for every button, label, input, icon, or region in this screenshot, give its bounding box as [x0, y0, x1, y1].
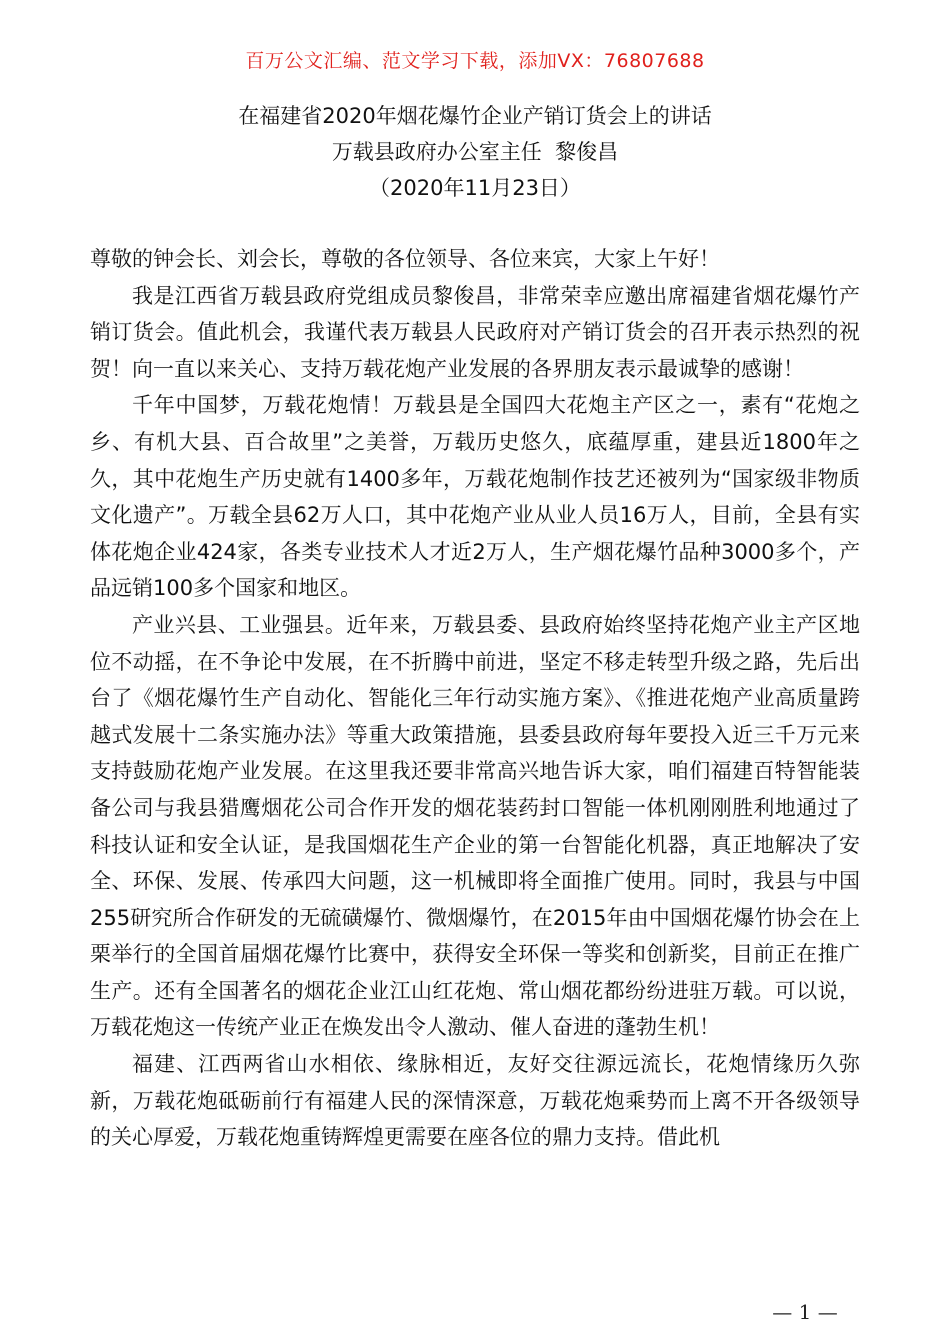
paragraph-cooperation: 福建、江西两省山水相依、缘脉相近，友好交往源远流长，花炮情缘历久弥新，万载花炮砥砺前行有福建人民的深情深意，万载花炮乘势而上离不开各级领导的关心厚爱，万载花炮重铸辉煌更需要在座各位的鼎力支持。借此机	[90, 1052, 860, 1150]
greeting-paragraph: 尊敬的钟会长、刘会长，尊敬的各位领导、各位来宾，大家上午好！	[90, 247, 720, 271]
speech-title: 在福建省2020年烟花爆竹企业产销订货会上的讲话	[238, 104, 712, 128]
document-body	[90, 241, 860, 1156]
document-header	[0, 98, 950, 206]
paragraph-history: 千年中国梦，万载花炮情！万载县是全国四大花炮主产区之一，素有“花炮之乡、有机大县、百合故里”之美誉，万载历史悠久，底蕴厚重，建县近1800年之久，其中花炮生产历史就有1400多年，万载花炮制作技艺还被列为“国家级非物质文化遗产”。万载全县62万人口，其中花炮产业从业人员16万人，目前，全县有实体花炮企业424家，各类专业技术人才近2万人，生产烟花爆竹品种3000多个，产品远销100多个国家和地区。	[90, 393, 860, 601]
speech-date: （2020年11月23日）	[369, 176, 581, 200]
paragraph-introduction: 我是江西省万载县政府党组成员黎俊昌，非常荣幸应邀出席福建省烟花爆竹产销订货会。值此机会，我谨代表万载县人民政府对产销订货会的召开表示热烈的祝贺！向一直以来关心、支持万载花炮产业发展的各界朋友表示最诚挚的感谢！	[90, 283, 860, 381]
page-number: — 1 —	[772, 1300, 838, 1324]
paragraph-industry: 产业兴县、工业强县。近年来，万载县委、县政府始终坚持花炮产业主产区地位不动摇，在不争论中发展，在不折腾中前进，坚定不移走转型升级之路，先后出台了《烟花爆竹生产自动化、智能化三年行动实施方案》、《推进花炮产业高质量跨越式发展十二条实施办法》等重大政策措施，县委县政府每年要投入近三千万元来支持鼓励花炮产业发展。在这里我还要非常高兴地告诉大家，咱们福建百特智能装备公司与我县猎鹰烟花公司合作开发的烟花装药封口智能一体机刚刚胜利地通过了科技认证和安全认证，是我国烟花生产企业的第一台智能化机器，真正地解决了安全、环保、发展、传承四大问题，这一机械即将全面推广使用。同时，我县与中国255研究所合作研发的无硫磺爆竹、微烟爆竹，在2015年由中国烟花爆竹协会在上栗举行的全国首届烟花爆竹比赛中，获得安全环保一等奖和创新奖，目前正在推广生产。还有全国著名的烟花企业江山红花炮、常山烟花都纷纷进驻万载。可以说，万载花炮这一传统产业正在焕发出令人激动、催人奋进的蓬勃生机！	[90, 612, 860, 1040]
speaker-line: 万载县政府办公室主任 黎俊昌	[331, 140, 619, 164]
watermark-banner: 百万公文汇编、范文学习下载，添加VX：76807688	[245, 50, 705, 72]
